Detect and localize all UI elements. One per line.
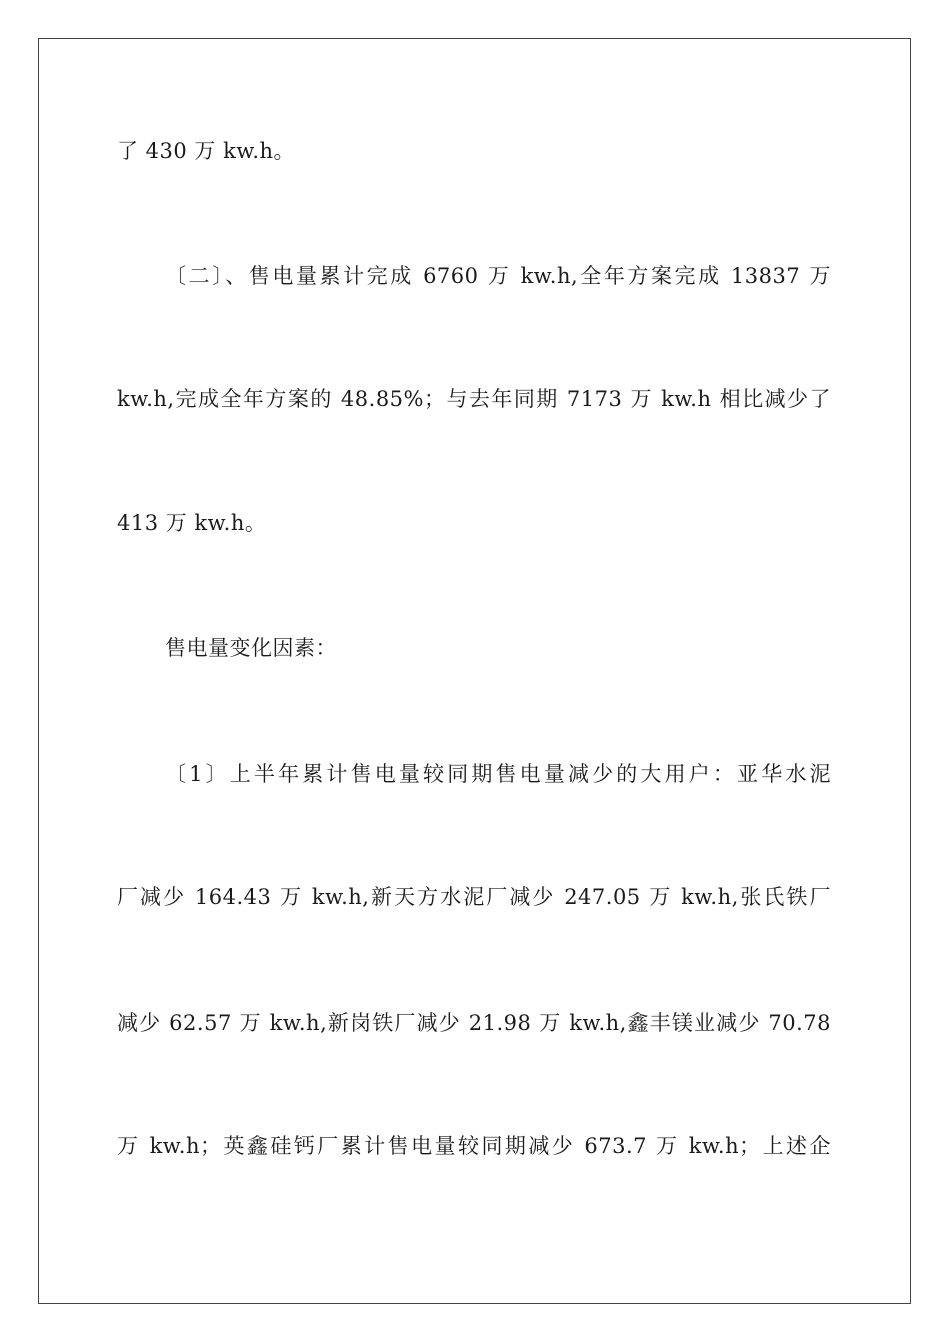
text-line-5: 售电量变化因素： bbox=[165, 636, 337, 660]
text-line-3: kw.h,完成全年方案的 48.85%；与去年同期 7173 万 kw.h 相比减少了 bbox=[117, 387, 831, 411]
page-border bbox=[38, 38, 911, 1304]
text-line-7: 厂减少 164.43 万 kw.h,新天方水泥厂减少 247.05 万 kw.h,张氏铁厂 bbox=[117, 885, 831, 909]
text-line-4: 413 万 kw.h。 bbox=[117, 511, 267, 535]
text-line-6: 〔1〕上半年累计售电量较同期售电量减少的大用户：亚华水泥 bbox=[165, 762, 831, 786]
text-line-9: 万 kw.h；英鑫硅钙厂累计售电量较同期减少 673.7 万 kw.h；上述企 bbox=[117, 1134, 831, 1158]
text-line-8: 减少 62.57 万 kw.h,新岗铁厂减少 21.98 万 kw.h,鑫丰镁业减少 70.78 bbox=[117, 1011, 831, 1035]
text-line-2: 〔二〕、售电量累计完成 6760 万 kw.h,全年方案完成 13837 万 bbox=[165, 264, 831, 288]
text-line-1: 了 430 万 kw.h。 bbox=[117, 139, 296, 163]
